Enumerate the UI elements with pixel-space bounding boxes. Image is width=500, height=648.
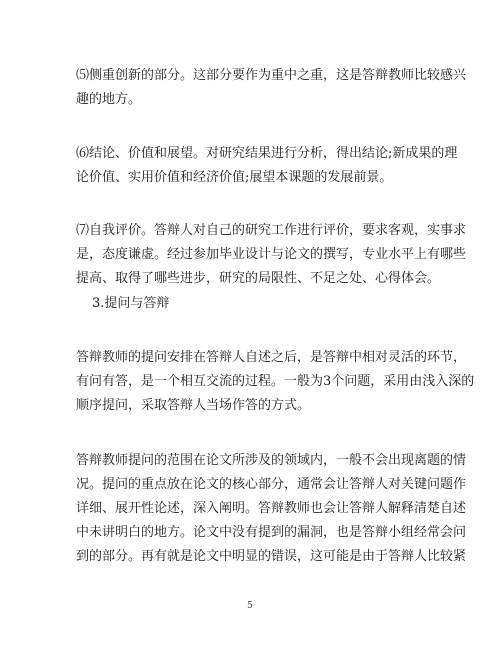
paragraph-2-line-2: 论价值、实用价值和经济价值;展望本课题的发展前景。: [76, 170, 393, 185]
paragraph-3-line-3: 提高、取得了哪些进步，研究的局限性、不足之处、心得体会。: [76, 271, 441, 286]
paragraph-1-line-1: ⑸侧重创新的部分。这部分要作为重中之重，这是答辩教师比较感兴: [76, 68, 467, 83]
paragraph-5-line-3: 详细、展开性论述，深入阐明。答辩教师也会让答辩人解释清楚自述: [76, 501, 467, 516]
paragraph-2-line-1: ⑹结论、价值和展望。对研究结果进行分析，得出结论;新成果的理: [76, 146, 458, 161]
paragraph-5-line-1: 答辩教师提问的范围在论文所涉及的领域内，一般不会出现离题的情: [76, 453, 467, 468]
paragraph-3-line-2: 是，态度谦虚。经过参加毕业设计与论文的撰写，专业水平上有哪些: [76, 247, 467, 262]
section-heading: 3.提问与答辩: [92, 296, 170, 311]
paragraph-5-line-4: 中未讲明白的地方。论文中没有提到的漏洞，也是答辩小组经常会问: [76, 525, 467, 540]
paragraph-1-line-2: 趣的地方。: [76, 92, 142, 107]
paragraph-4-line-3: 顺序提问，采取答辩人当场作答的方式。: [76, 398, 311, 413]
paragraph-4-line-1: 答辩教师的提问安排在答辩人自述之后，是答辩中相对灵活的环节，: [76, 350, 467, 365]
page-number: 5: [247, 601, 253, 611]
paragraph-5-line-5: 到的部分。再有就是论文中明显的错误，这可能是由于答辩人比较紧: [76, 549, 467, 564]
paragraph-3-line-1: ⑺自我评价。答辩人对自己的研究工作进行评价，要求客观，实事求: [76, 223, 467, 238]
paragraph-4-line-2: 有问有答，是一个相互交流的过程。一般为3个问题，采用由浅入深的: [76, 374, 475, 389]
paragraph-5-line-2: 况。提问的重点放在论文的核心部分，通常会让答辩人对关键问题作: [76, 477, 467, 492]
